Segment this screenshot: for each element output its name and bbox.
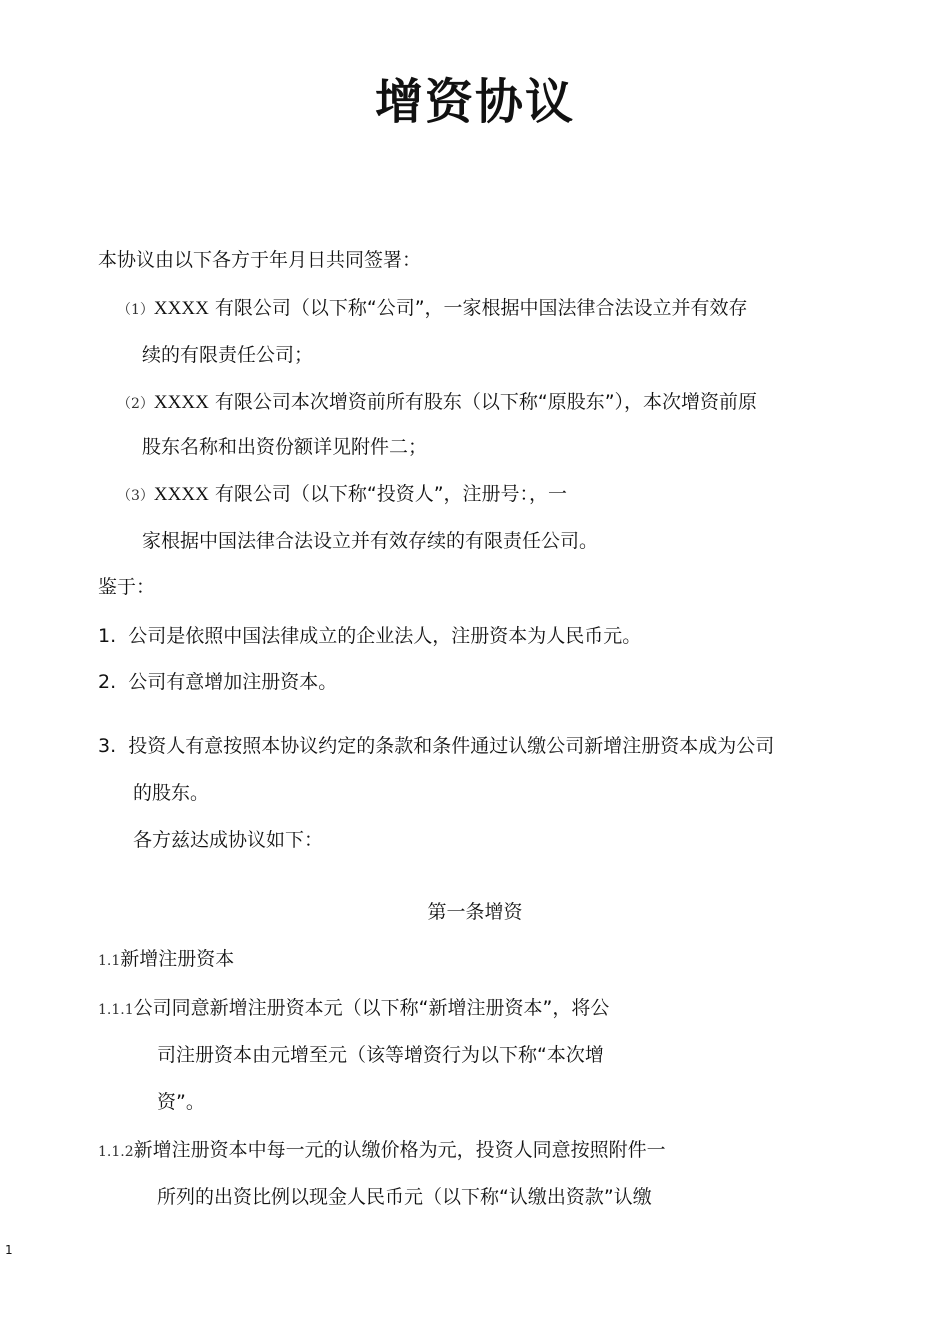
whereas-item-2-text: 公司有意增加注册资本。 [128,671,338,693]
party-3-number: （3） [117,488,154,504]
party-1-line-1 [117,295,748,323]
whereas-item-1 [98,623,641,649]
party-1-text: 有限公司（以下称“公司”，一家根据中国法律合法设立并有效存 [214,297,748,319]
party-2-line-1 [117,389,757,417]
section-1-1-1-number: 1.1.1 [98,1002,134,1018]
section-1-1-1-line-2: 司注册资本由元增至元（该等增资行为以下称“本次增 [157,1044,604,1066]
section-1-1-number: 1.1 [98,953,121,969]
whereas-item-2-number: 2. [98,671,117,693]
party-3-text: 有限公司（以下称“投资人”，注册号：，一 [214,483,568,505]
party-2-text: 有限公司本次增资前所有股东（以下称“原股东”），本次增资前原 [214,391,758,413]
party-1-number: （1） [117,302,154,318]
party-2-name: XXXX [153,392,209,413]
section-1-1-2-line-1 [98,1137,666,1165]
section-1-1-title: 新增注册资本 [120,948,235,970]
whereas-item-1-text: 公司是依照中国法律成立的企业法人，注册资本为人民币元。 [128,625,642,647]
whereas-item-3-number: 3. [98,735,117,757]
section-1-1 [98,946,234,974]
party-2-number: （2） [117,396,154,412]
whereas-label: 鉴于： [98,576,156,598]
page-number: 1 [5,1243,13,1257]
section-1-1-2-text: 新增注册资本中每一元的认缴价格为元，投资人同意按照附件一 [133,1139,666,1161]
party-1-name: XXXX [153,298,209,319]
whereas-item-3-continued: 的股东。 [133,782,210,804]
whereas-item-3-text: 投资人有意按照本协议约定的条款和条件通过认缴公司新增注册资本成为公司 [128,735,775,757]
section-1-1-2-line-2: 所列的出资比例以现金人民币元（以下称“认缴出资款”认缴 [157,1186,652,1208]
whereas-item-2 [98,669,337,695]
whereas-item-1-number: 1. [98,625,117,647]
document-title: 增资协议 [374,74,575,130]
section-1-1-1-line-3: 资”。 [157,1091,205,1113]
party-3-line-2: 家根据中国法律合法设立并有效存续的有限责任公司。 [142,530,599,552]
section-1-1-1-text: 公司同意新增注册资本元（以下称“新增注册资本”，将公 [133,997,610,1019]
whereas-item-3 [98,733,774,759]
agreement-statement: 各方兹达成协议如下： [133,829,324,851]
party-3-line-1 [117,481,567,509]
party-2-line-2: 股东名称和出资份额详见附件二； [142,436,428,458]
party-3-name: XXXX [153,484,209,505]
article-1-heading: 第一条增资 [427,901,523,923]
party-1-line-2: 续的有限责任公司； [142,344,314,366]
section-1-1-2-number: 1.1.2 [98,1144,134,1160]
intro-text: 本协议由以下各方于年月日共同签署： [98,249,422,271]
section-1-1-1-line-1 [98,995,609,1023]
